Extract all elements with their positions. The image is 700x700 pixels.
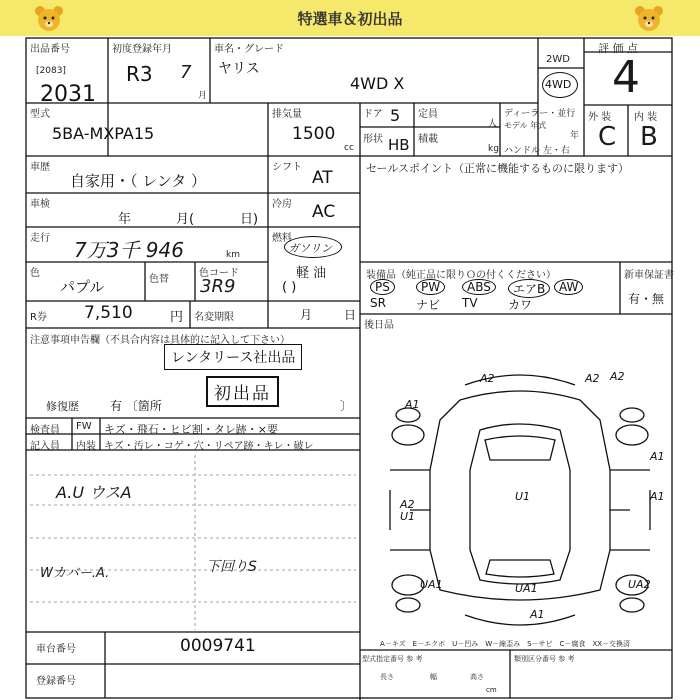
doors-value: 5 bbox=[390, 106, 401, 125]
recycle-value: 7,510 bbox=[84, 303, 133, 323]
lot-number-label: 出品番号 bbox=[30, 44, 70, 55]
type-code: 5BA-MXPA15 bbox=[52, 124, 155, 143]
shift-label: シフト bbox=[272, 162, 302, 173]
interior-grade: B bbox=[640, 122, 658, 152]
displacement-label: 排気量 bbox=[272, 109, 302, 120]
damage-mark: A1 bbox=[650, 490, 665, 503]
damage-mark: U1 bbox=[400, 510, 416, 523]
month-unit: 月 bbox=[198, 91, 208, 101]
notes-label: 注意事項申告欄（不具合内容は具体的に記入して下さい） bbox=[30, 335, 290, 346]
name-change-day: 日 bbox=[344, 308, 357, 322]
model-grade: 4WD X bbox=[350, 74, 405, 93]
mileage-value: 7万3千 946 bbox=[74, 238, 184, 262]
displacement-unit: cc bbox=[344, 143, 354, 153]
drive-value: 4WD bbox=[545, 78, 572, 91]
displacement-value: 1500 bbox=[292, 124, 336, 144]
warranty-value: 有・無 bbox=[628, 292, 665, 306]
damage-mark: A2 bbox=[585, 372, 600, 385]
damage-mark: A1 bbox=[530, 608, 545, 621]
first-registration-month: 7 bbox=[180, 62, 192, 83]
color-code-label: 色コード bbox=[199, 268, 239, 279]
interior-label: 内 装 bbox=[634, 112, 658, 123]
classification-label: 類別区分番号 参 考 bbox=[514, 655, 575, 663]
warranty-label: 新車保証書 bbox=[624, 270, 674, 281]
fw-label: FW bbox=[76, 421, 92, 432]
lot-number: 2031 bbox=[40, 82, 96, 107]
inspection-day: 日) bbox=[240, 212, 259, 227]
model-name: ヤリス bbox=[218, 61, 260, 77]
first-registration-era: R3 bbox=[126, 62, 153, 86]
equipment-item: SR bbox=[370, 296, 386, 310]
repair-history-value: 有 〔箇所 bbox=[110, 399, 162, 413]
chassis-label: 車台番号 bbox=[36, 644, 76, 655]
history-label: 車歴 bbox=[30, 162, 50, 173]
rating-score: 4 bbox=[612, 52, 640, 103]
repair-history-label: 修復歴 bbox=[46, 400, 79, 413]
width-label: 幅 bbox=[430, 673, 437, 681]
history-value: 自家用・（ レンタ ） bbox=[70, 172, 207, 190]
damage-mark: UA1 bbox=[515, 582, 538, 595]
damage-mark: A2 bbox=[480, 372, 495, 385]
fuel-circle bbox=[284, 236, 342, 258]
drive-label: 2WD bbox=[546, 54, 570, 65]
handle-label: ハンドル 左・右 bbox=[504, 146, 570, 156]
shift-value: AT bbox=[312, 168, 333, 188]
doors-label: ドア bbox=[363, 109, 383, 120]
load-unit: kg bbox=[488, 144, 499, 154]
dealer-label: ディーラー・並行 bbox=[504, 109, 576, 119]
car-damage-diagram bbox=[370, 360, 670, 640]
page-title: 特選車＆初出品 bbox=[297, 10, 403, 28]
equipment-item: PS bbox=[370, 279, 395, 295]
equipment-label: 装備品（純正品に限りＯの付くください） bbox=[366, 270, 556, 281]
exterior-grade: C bbox=[598, 122, 617, 152]
type-code-label: 型式 bbox=[30, 109, 50, 120]
handnote-3: 下回りS bbox=[206, 559, 257, 575]
equipment-row-2 bbox=[370, 296, 620, 312]
color-special-label: 色替 bbox=[149, 274, 169, 285]
fuel-label: 燃料 bbox=[272, 233, 292, 244]
equipment-item: AW bbox=[554, 279, 583, 295]
aircon-label: 冷房 bbox=[272, 199, 292, 210]
interior-check-label: 内装 bbox=[76, 441, 96, 452]
mileage-unit: km bbox=[226, 250, 240, 260]
model-label: 車名・グレード bbox=[214, 44, 284, 55]
writer-label: 記入員 bbox=[30, 441, 60, 452]
handnote-1: A.U ウスA bbox=[56, 483, 132, 502]
damage-mark: A2 bbox=[610, 370, 625, 383]
name-change-label: 名変期限 bbox=[194, 312, 234, 323]
lot-prefix: [2083] bbox=[36, 66, 66, 76]
sales-point-label: セールスポイント（正常に機能するものに限ります） bbox=[366, 162, 630, 175]
recycle-unit: 円 bbox=[170, 310, 184, 325]
damage-mark: UA1 bbox=[420, 578, 443, 591]
repair-history-close: 〕 bbox=[340, 399, 353, 413]
aircon-value: AC bbox=[312, 202, 336, 222]
inspection-month: 月( bbox=[176, 212, 195, 227]
fuel-option: 軽 油 bbox=[296, 266, 327, 281]
equipment-row-1 bbox=[370, 279, 620, 295]
equipment-item: ABS bbox=[462, 279, 496, 295]
equipment-item: ナビ bbox=[416, 298, 441, 312]
fw-text: キズ・飛石・ヒビ割・タレ跡・×要 bbox=[104, 423, 278, 436]
damage-mark: U1 bbox=[515, 490, 531, 503]
handnote-2: Wカバー.A. bbox=[40, 566, 110, 581]
cm-unit: cm bbox=[486, 686, 497, 694]
stamp-rental: レンタリース社出品 bbox=[164, 344, 302, 370]
damage-mark: A2 bbox=[400, 498, 415, 511]
color-value: パプル bbox=[60, 278, 105, 296]
inspector-label: 検査員 bbox=[30, 425, 60, 436]
capacity-unit: 人 bbox=[488, 119, 498, 129]
name-change-month: 月 bbox=[300, 308, 313, 322]
color-code: 3R9 bbox=[200, 276, 236, 297]
equipment-item: エアB bbox=[508, 279, 550, 298]
inspection-label: 車検 bbox=[30, 199, 50, 210]
mileage-label: 走行 bbox=[30, 233, 50, 244]
exterior-label: 外 装 bbox=[588, 112, 612, 123]
rear-seat-label: 後日品 bbox=[364, 320, 394, 331]
fuel-value: ガソリン bbox=[288, 242, 332, 255]
height-label: 高さ bbox=[470, 673, 484, 681]
first-registration-label: 初度登録年月 bbox=[112, 44, 172, 55]
color-paren: ( ) bbox=[282, 280, 297, 295]
load-label: 積載 bbox=[418, 134, 438, 145]
equipment-item: カワ bbox=[508, 298, 533, 312]
body-shape-value: HB bbox=[388, 136, 410, 154]
damage-legend: A－キズ E－エクボ U－凹み W－線歪み S－サビ C－腐食 XX－交換済 bbox=[380, 640, 631, 648]
equipment-item: TV bbox=[462, 296, 478, 310]
damage-mark: A1 bbox=[650, 450, 665, 463]
damage-mark: UA2 bbox=[628, 578, 651, 591]
type-designation-label: 型式指定番号 参 考 bbox=[362, 655, 423, 663]
capacity-label: 定員 bbox=[418, 109, 438, 120]
model-year-label: モデル 年式 bbox=[504, 121, 547, 130]
rating-label-text: 評 価 点 bbox=[598, 42, 638, 55]
damage-mark: A1 bbox=[405, 398, 420, 411]
equipment-item: PW bbox=[416, 279, 445, 295]
recycle-label: R券 bbox=[30, 312, 47, 323]
interior-check-text: キズ・汚レ・コゲ・穴・リペア跡・キレ・破レ bbox=[104, 441, 314, 452]
stamp-first-listing: 初出品 bbox=[206, 376, 279, 407]
color-label: 色 bbox=[30, 268, 40, 279]
chassis-number: 0009741 bbox=[180, 636, 256, 656]
year-unit: 年 bbox=[570, 131, 580, 141]
registration-label: 登録番号 bbox=[36, 676, 76, 687]
body-shape-label: 形状 bbox=[363, 134, 383, 145]
length-label: 長さ bbox=[380, 673, 394, 681]
inspection-year: 年 bbox=[118, 212, 132, 227]
